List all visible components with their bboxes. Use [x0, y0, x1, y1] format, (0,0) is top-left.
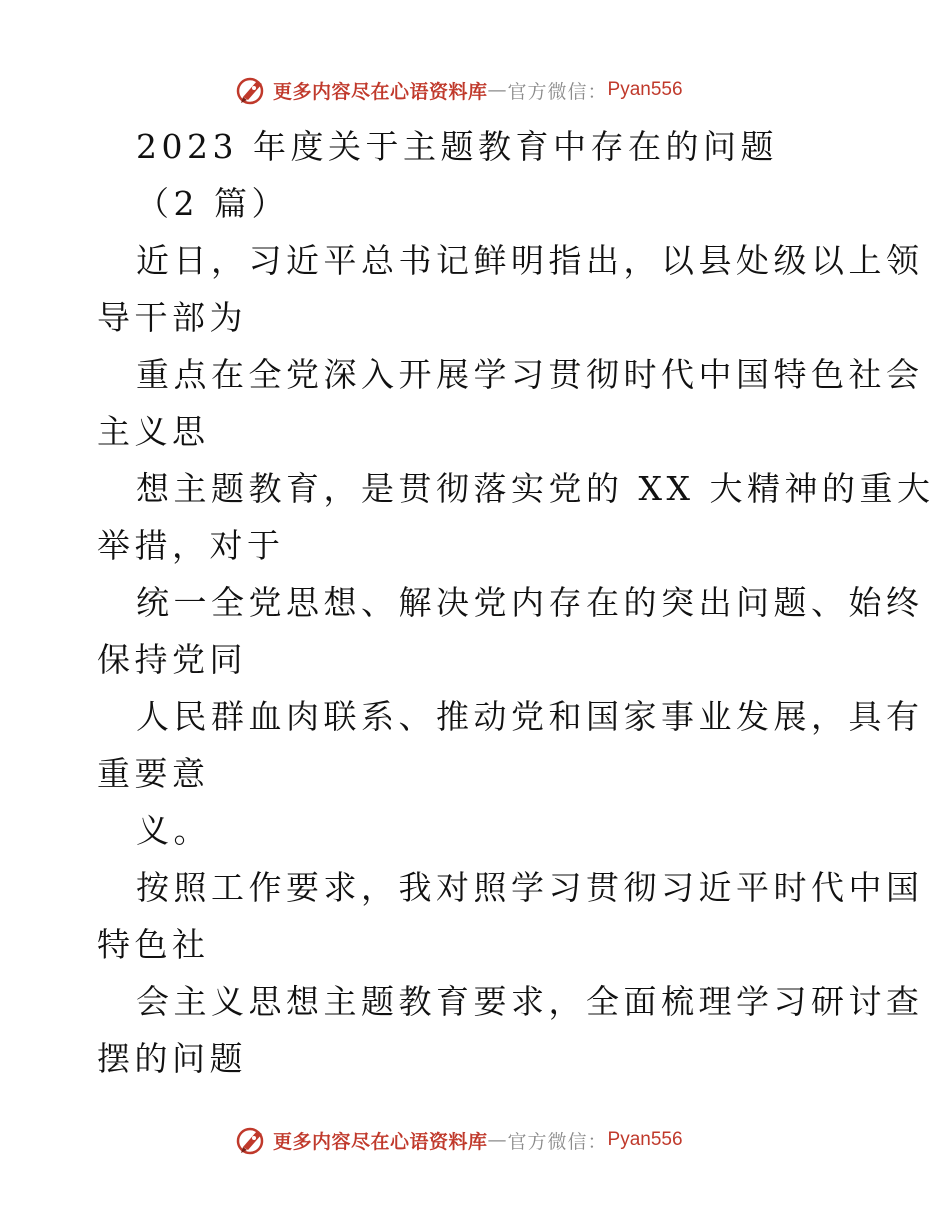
watermark-dash: — — [487, 1129, 508, 1151]
text-line: 举措，对于 — [97, 526, 285, 565]
text-line: 导干部为 — [97, 298, 247, 337]
header-watermark — [235, 72, 683, 108]
text-line: 义。 — [136, 811, 211, 850]
watermark-wechat-label: 官方微信： — [507, 80, 608, 103]
pen-logo-icon — [235, 73, 269, 107]
text-line: 摆的问题 — [97, 1039, 247, 1078]
text-line: 想主题教育，是贯彻落实党的 XX 大精神的重大 — [136, 469, 935, 508]
pen-logo-icon — [235, 1123, 269, 1157]
text-line: 重要意 — [97, 754, 210, 793]
watermark-wechat-id: Pyan556 — [607, 79, 683, 100]
document-title: 2023 年度关于主题教育中存在的问题 — [136, 127, 778, 166]
watermark-site-text: 更多内容尽在心语资料库 — [273, 1130, 488, 1153]
text-line: 特色社 — [97, 925, 210, 964]
text-line: 主义思 — [97, 412, 210, 451]
text-line: 重点在全党深入开展学习贯彻时代中国特色社会 — [136, 355, 924, 394]
text-line: 按照工作要求，我对照学习贯彻习近平时代中国 — [136, 868, 924, 907]
text-line: 统一全党思想、解决党内存在的突出问题、始终 — [136, 583, 924, 622]
document-body — [97, 118, 935, 1087]
footer-watermark — [235, 1122, 683, 1158]
watermark-site-text: 更多内容尽在心语资料库 — [273, 80, 488, 103]
text-line: 会主义思想主题教育要求，全面梳理学习研讨查 — [136, 982, 924, 1021]
text-line: 保持党同 — [97, 640, 247, 679]
document-subtitle: （2 篇） — [136, 184, 289, 223]
text-line: 近日，习近平总书记鲜明指出，以县处级以上领 — [136, 241, 924, 280]
watermark-wechat-label: 官方微信： — [507, 1130, 608, 1153]
text-line: 人民群血肉联系、推动党和国家事业发展，具有 — [136, 697, 924, 736]
watermark-dash: — — [487, 79, 508, 101]
watermark-wechat-id: Pyan556 — [607, 1129, 683, 1150]
